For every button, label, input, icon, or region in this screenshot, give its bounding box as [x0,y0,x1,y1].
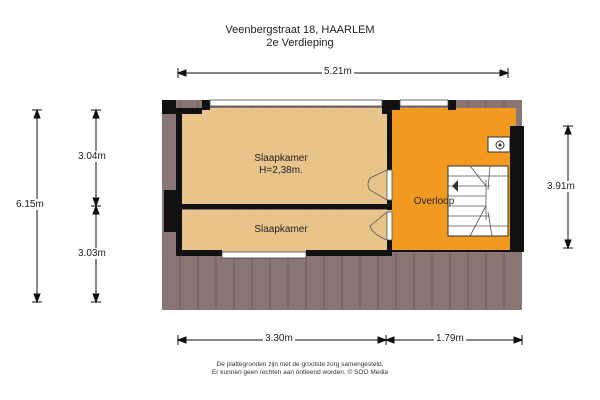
disclaimer-line-2: Er kunnen geen rechten aan ontleend worden. © SOO Media [211,369,389,376]
bedroom-2-label: Slaapkamer [254,224,308,235]
disclaimer-line-1: De plattegronden zijn met de grootste zorg samengesteld. [216,361,384,368]
dimension-top-width: 5.21m [324,66,352,77]
dimension-right-height: 3.91m [547,181,575,192]
bedroom-1-height: H=2,38m. [259,165,303,176]
address-title: Veenbergstraat 18, HAARLEM [225,24,375,36]
bedroom-1-name: Slaapkamer [254,153,308,164]
dimension-left-total: 6.15m [16,199,44,210]
dimension-left-upper: 3.04m [78,151,106,162]
bedroom-1-label [226,153,336,177]
landing-label: Overloop [413,196,455,207]
dimension-bottom-left: 3.30m [265,333,293,344]
dimension-bottom-right: 1.79m [436,333,464,344]
dimension-left-lower: 3.03m [78,248,106,259]
floor-subtitle: 2e Verdieping [266,37,334,49]
boiler-icon [488,137,510,152]
